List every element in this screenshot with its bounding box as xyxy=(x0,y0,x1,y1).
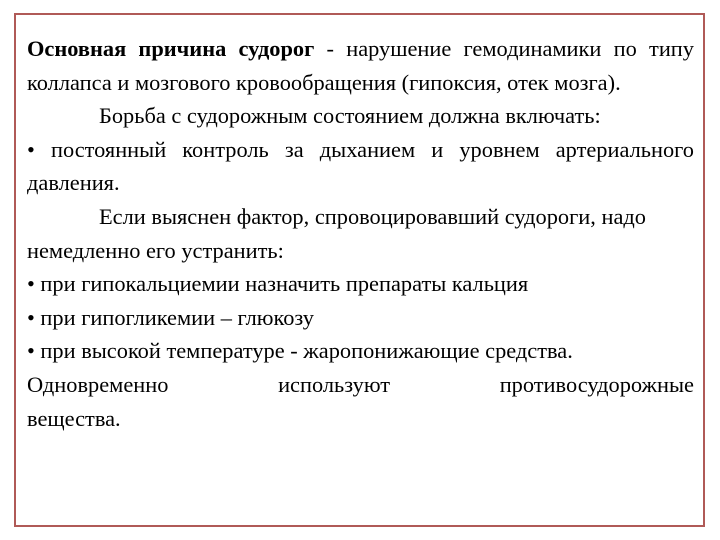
intro-paragraph xyxy=(27,32,694,99)
bullet-high-temperature: • при высокой температуре - жаропонижающие средства. xyxy=(27,338,573,364)
slide-frame xyxy=(14,13,705,527)
bullet-control: • постоянный контроль за дыханием и уровнем артериального давления. xyxy=(27,136,694,196)
final-last-word: вещества. xyxy=(27,405,121,431)
bullet-hypocalcemia: • при гипокальциемии назначить препараты кальция xyxy=(27,271,529,297)
factor-paragraph: Если выяснен фактор, спровоцировавший судороги, надо немедленно его устранить: xyxy=(27,203,646,263)
intro-bold-phrase: Основная причина судорог xyxy=(27,36,315,61)
slide-text-body xyxy=(27,32,694,435)
final-last-word-line xyxy=(27,402,694,436)
final-first-line: Одновременно используют противосудорожные xyxy=(27,371,694,397)
final-paragraph xyxy=(27,368,694,402)
bullet-hypoglycemia: • при гипогликемии – глюкозу xyxy=(27,304,314,330)
fight-paragraph: Борьба с судорожным состоянием должна включать: xyxy=(99,103,601,129)
intro-rest-text: - нарушение гемодинамики по типу коллапса и мозгового кровообращения (гипоксия, отек мозга). xyxy=(27,36,694,95)
